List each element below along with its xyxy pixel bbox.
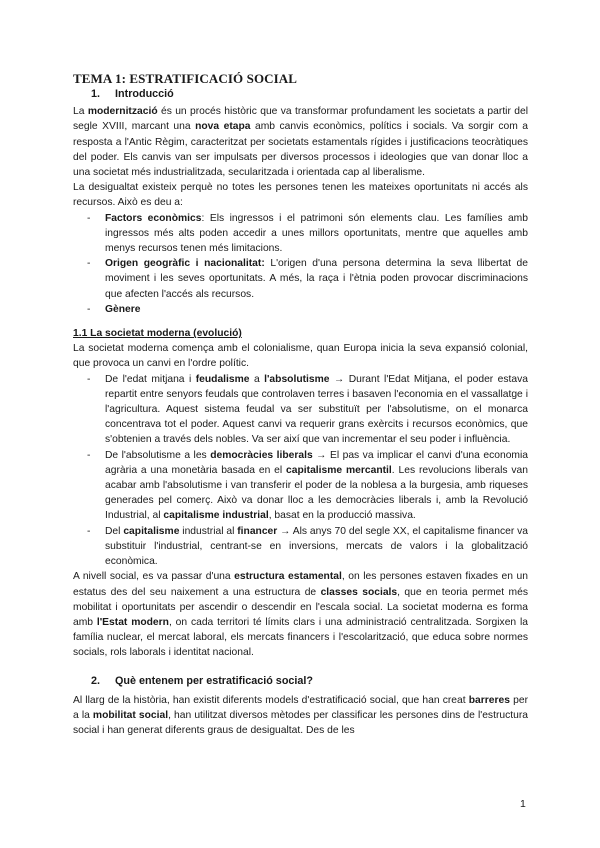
page-number: 1: [520, 798, 526, 810]
stratification-paragraph: Al llarg de la història, han existit diferents models d'estratificació social, que han creat barreres per a la mobilitat social, han utilitzat diversos mètodes per classificar les persones dins de l'estructura social i han generat diferents graus de desigualtat. Des de les: [73, 694, 528, 737]
social-structure-paragraph: A nivell social, es va passar d'una estructura estamental, on les persones estaven fixades en un estatus des del seu naixement a una estructura de classes socials, que en teoria permet més mobilitat i oportunitats per ascendir o descendir en l'escala social. La societat moderna es forma amb l'Estat modern, on cada territori té límits clars i una administració centralitzada. Sorgixen la família nuclear, el mercat laboral, els mercats financers i l'escolarització, que educa sobre normes socials, rols laborals i identitat nacional.: [73, 571, 529, 659]
document-page: [73, 70, 528, 738]
list-item: - Factors econòmics: Els ingressos i el patrimoni són elements clau. Les famílies amb ingressos més alts poden accedir a unes millors oportunitats, mentre que aquelles amb menys recursos tenen més limitacions.: [87, 212, 528, 255]
section-1-title: Introducció: [115, 88, 174, 100]
modern-society-intro: La societat moderna comença amb el colonialisme, quan Europa inicia la seva expansió colonial, que provoca un canvi en l'ordre polític.: [73, 343, 528, 370]
list-item: - Gènere: [87, 303, 141, 315]
document-title: TEMA 1: ESTRATIFICACIÓ SOCIAL: [73, 71, 298, 86]
section-2-number: 2.: [91, 674, 101, 687]
evolution-list: [73, 372, 528, 570]
list-item: - Origen geogràfic i nacionalitat: L'origen d'una persona determina la seva llibertat de moviment i les seves oportunitats. A més, la raça i l'ètnia poden provocar discriminacions que afecten l'accés als recursos.: [87, 258, 529, 300]
list-item: - Del capitalisme industrial al financer → Als anys 70 del segle XX, el capitalisme financer va substituir l'industrial, centrant-se en inversions, mercats de valors i la globalització econòmica.: [87, 525, 529, 568]
intro-paragraph: La modernització és un procés històric que va transformar profundament les societats a partir del segle XVIII, marcant una nova etapa amb canvis econòmics, polítics i socials. Va sorgir com a resposta a l'Antic Règim, caracteritzat per societats estamentals rígides i justificacions teocràtiques del poder. Els canvis van ser impulsats per diversos processos i ideologies que van donar lloc a una societat més industrialitzada, secularitzada i orientada cap al liberalisme.: [73, 106, 528, 179]
section-2-heading: [91, 674, 528, 689]
inequality-list: [73, 211, 528, 317]
subsection-1-1-heading: 1.1 La societat moderna (evolució): [73, 328, 242, 340]
list-item: - De l'edat mitjana i feudalisme a l'absolutisme → Durant l'Edat Mitjana, el poder estava repartit entre senyors feudals que controlaven terres i basaven l'economia en el vassallatge i l'agricultura. Aquest sistema feudal va ser substituït per l'absolutisme, on el monarca concentrava tot el poder. Aquest canvi va requerir grans exèrcits i recursos econòmics, que s'obtenien a través dels nobles. Va ser així que van incrementar el seu poder i influència.: [87, 373, 529, 446]
inequality-paragraph: La desigualtat existeix perquè no totes les persones tenen les mateixes oportunitats ni accés als recursos. Això es deu a:: [73, 182, 528, 209]
section-2-title: Què entenem per estratificació social?: [115, 674, 314, 687]
list-item: - De l'absolutisme a les democràcies liberals → El pas va implicar el canvi d'una economia agrària a una monetària basada en el capitalisme mercantil. Les revolucions liberals van acabar amb l'absolutisme i van transferir el poder de la noblesa a la burgesia, amb riqueses generades pel comerç. Això va donar lloc a les democràcies liberals i, amb la Revolució Industrial, al capitalisme industrial, basat en la producció massiva.: [87, 449, 529, 522]
section-1-heading: [91, 87, 528, 102]
section-1-number: 1.: [91, 88, 101, 100]
